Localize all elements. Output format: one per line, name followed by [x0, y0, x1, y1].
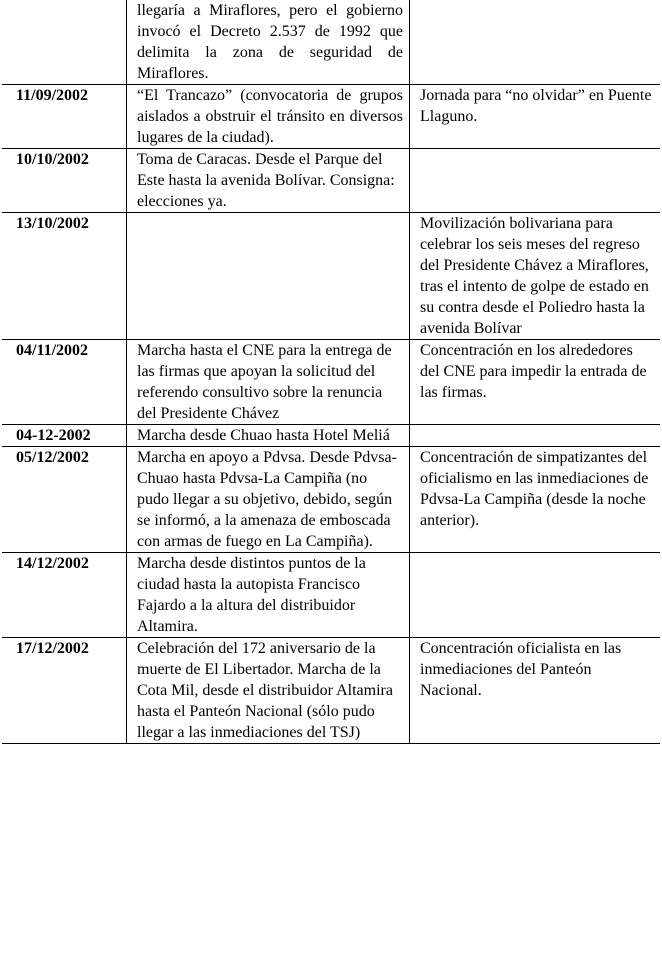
- government-cell: [410, 149, 661, 213]
- date-cell: 04/11/2002: [2, 340, 127, 425]
- events-table: [2, 0, 660, 744]
- government-cell: Jornada para “no olvidar” en Puente Llaguno.: [410, 85, 661, 149]
- government-cell: Movilización bolivariana para celebrar los seis meses del regreso del Presidente Chávez a Miraflores, tras el intento de golpe de estado en su contra desde el Poliedro hasta la avenida Bolívar: [410, 213, 661, 340]
- opposition-cell: [127, 213, 410, 340]
- government-cell: [410, 0, 661, 85]
- government-cell: [410, 553, 661, 638]
- opposition-cell: Marcha hasta el CNE para la entrega de las firmas que apoyan la solicitud del referendo consultivo sobre la renuncia del Presidente Chávez: [127, 340, 410, 425]
- opposition-cell: Marcha desde distintos puntos de la ciudad hasta la autopista Francisco Fajardo a la altura del distribuidor Altamira.: [127, 553, 410, 638]
- date-cell: 11/09/2002: [2, 85, 127, 149]
- table-row: [2, 638, 660, 744]
- date-cell: 04-12-2002: [2, 425, 127, 447]
- date-cell: 05/12/2002: [2, 447, 127, 553]
- opposition-cell: Marcha en apoyo a Pdvsa. Desde Pdvsa-Chuao hasta Pdvsa-La Campiña (no pudo llegar a su objetivo, debido, según se informó, a la amenaza de emboscada con armas de fuego en La Campiña).: [127, 447, 410, 553]
- opposition-cell: Celebración del 172 aniversario de la muerte de El Libertador. Marcha de la Cota Mil, desde el distribuidor Altamira hasta el Panteón Nacional (sólo pudo llegar a las inmediaciones del TSJ): [127, 638, 410, 744]
- date-cell: 17/12/2002: [2, 638, 127, 744]
- table-row: [2, 425, 660, 447]
- date-cell: 13/10/2002: [2, 213, 127, 340]
- table-row: [2, 85, 660, 149]
- date-cell: [2, 0, 127, 85]
- opposition-cell: “El Trancazo” (convocatoria de grupos aislados a obstruir el tránsito en diversos lugares de la ciudad).: [127, 85, 410, 149]
- table-row: [2, 213, 660, 340]
- date-cell: 10/10/2002: [2, 149, 127, 213]
- table-row: [2, 149, 660, 213]
- table-row: [2, 553, 660, 638]
- opposition-cell: Toma de Caracas. Desde el Parque del Este hasta la avenida Bolívar. Consigna: elecciones ya.: [127, 149, 410, 213]
- table-row: [2, 0, 660, 85]
- government-cell: [410, 425, 661, 447]
- government-cell: Concentración de simpatizantes del oficialismo en las inmediaciones de Pdvsa-La Campiña (desde la noche anterior).: [410, 447, 661, 553]
- table-row: [2, 447, 660, 553]
- government-cell: Concentración en los alrededores del CNE para impedir la entrada de las firmas.: [410, 340, 661, 425]
- opposition-cell: Marcha desde Chuao hasta Hotel Meliá: [127, 425, 410, 447]
- table-row: [2, 340, 660, 425]
- opposition-cell: llegaría a Miraflores, pero el gobierno invocó el Decreto 2.537 de 1992 que delimita la zona de seguridad de Miraflores.: [127, 0, 410, 85]
- date-cell: 14/12/2002: [2, 553, 127, 638]
- government-cell: Concentración oficialista en las inmediaciones del Panteón Nacional.: [410, 638, 661, 744]
